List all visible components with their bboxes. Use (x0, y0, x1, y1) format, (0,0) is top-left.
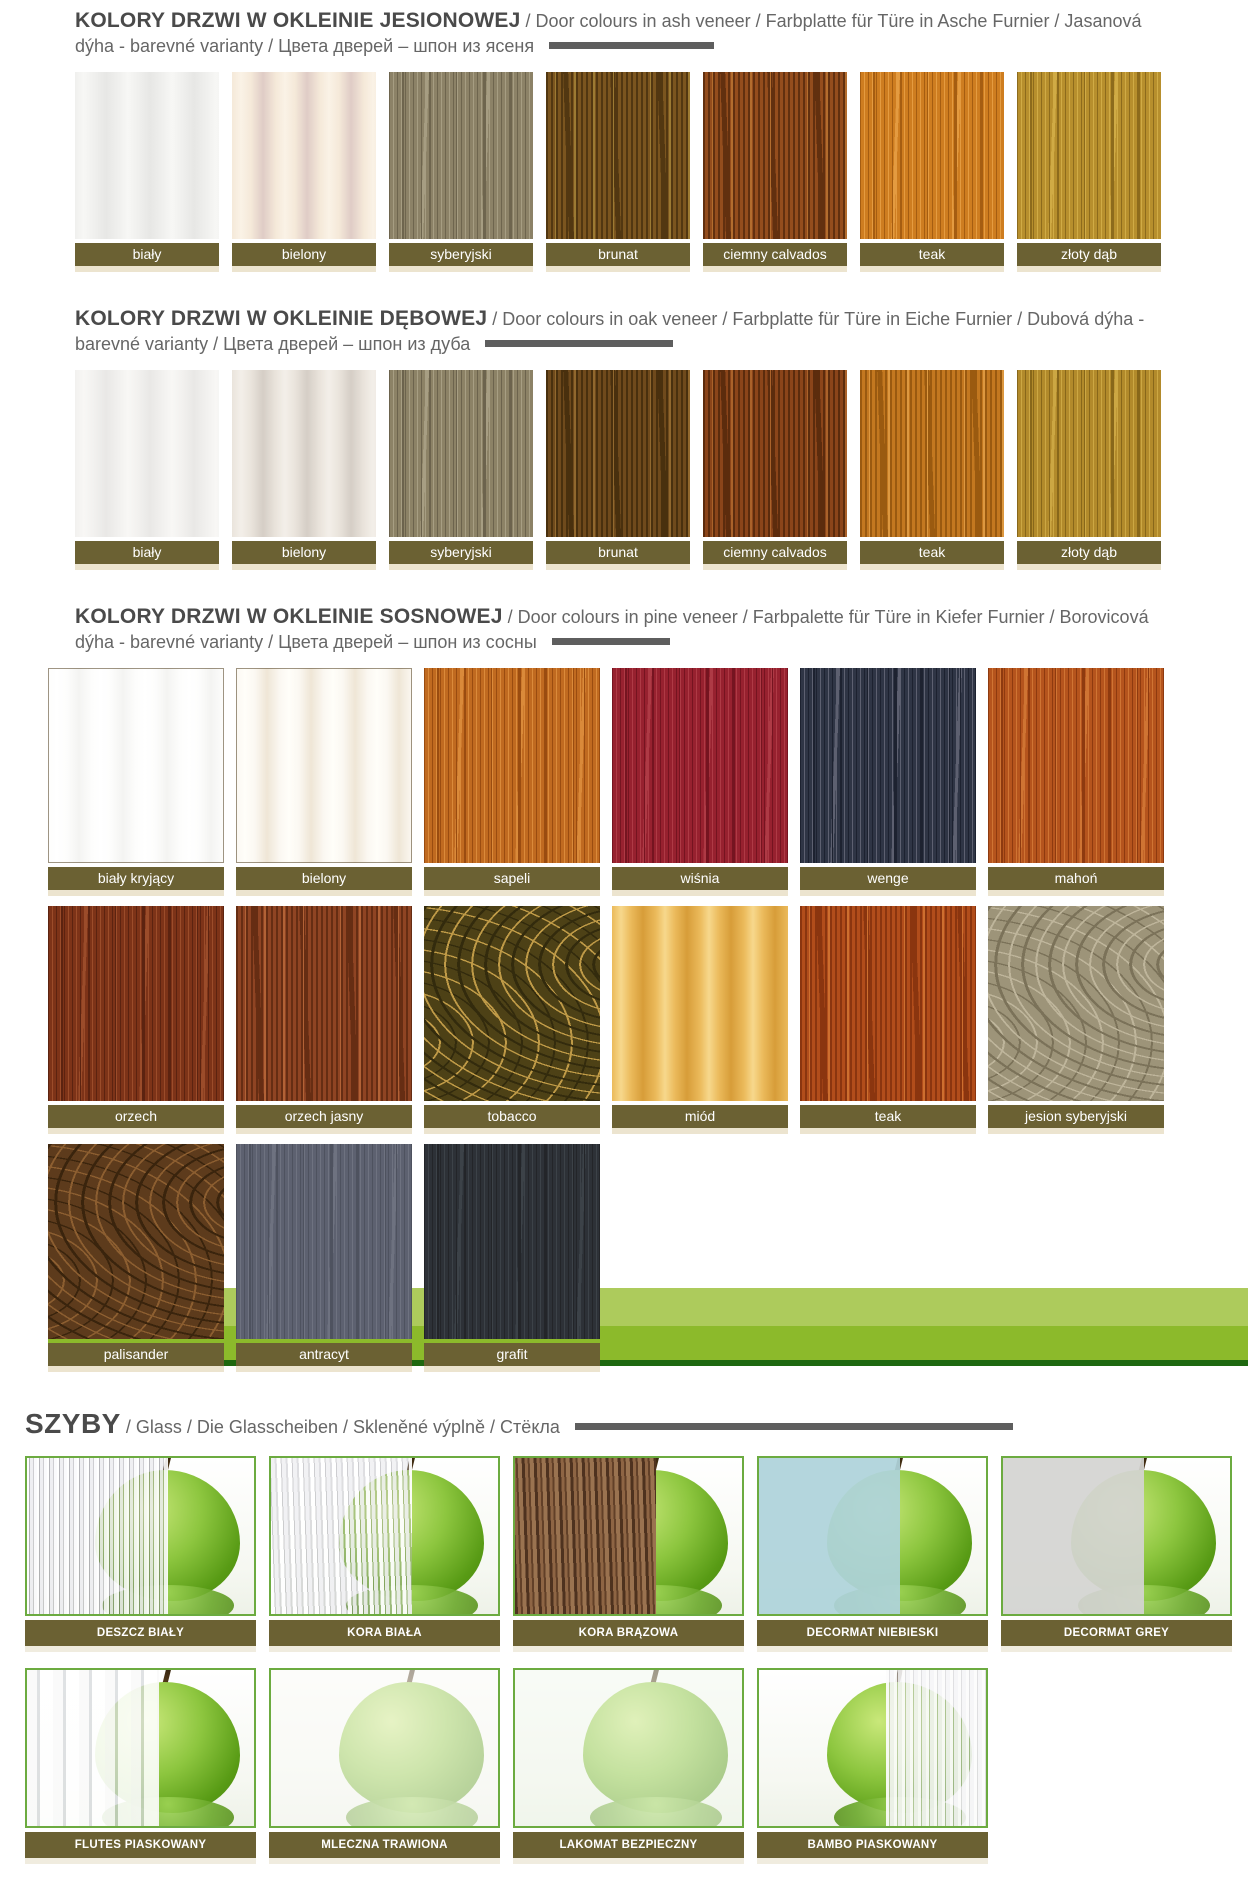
glass-label (513, 1832, 744, 1858)
wood-swatch (232, 370, 376, 537)
section-ash-title-bold: KOLORY DRZWI W OKLEINIE JESIONOWEJ (75, 9, 521, 32)
wood-swatch-label (48, 1343, 224, 1366)
glass-pane-overlay (759, 1458, 900, 1614)
glass-column (269, 1456, 500, 1646)
wood-swatch (236, 668, 412, 863)
wood-swatch-label (389, 243, 533, 266)
glass-column (757, 1456, 988, 1646)
wood-swatch-label-text: biały kryjący (97, 869, 175, 886)
section-ash-title (75, 8, 1178, 58)
wood-swatch-label (236, 1343, 412, 1366)
wood-swatch-column (389, 370, 533, 564)
glass-label-text: KORA BRĄZOWA (578, 1626, 679, 1639)
wood-swatch (48, 1144, 224, 1339)
wood-swatch-label-text: brunat (598, 245, 638, 262)
glass-pane-overlay (515, 1670, 742, 1826)
wood-swatch (860, 370, 1004, 537)
wood-swatch-column (424, 906, 600, 1128)
wood-swatch-label-text: teak (874, 1107, 902, 1124)
wood-swatch-label (988, 867, 1164, 890)
glass-label (25, 1620, 256, 1646)
wood-swatch-label (988, 1105, 1164, 1128)
wood-swatch (424, 906, 600, 1101)
wood-swatch-label-text: sapeli (493, 869, 531, 886)
wood-swatch (546, 370, 690, 537)
wood-swatch-label-text: palisander (103, 1345, 169, 1362)
wood-swatch-label-text: bielony (281, 543, 327, 560)
glass-pane-overlay (27, 1458, 168, 1614)
pine-swatch-row-1 (48, 668, 1248, 890)
wood-swatch-label (860, 243, 1004, 266)
wood-swatch-column (48, 1144, 224, 1366)
wood-swatch (703, 72, 847, 239)
wood-swatch (389, 72, 533, 239)
wood-swatch (612, 668, 788, 863)
wood-swatch-column (75, 370, 219, 564)
wood-swatch (48, 668, 224, 863)
wood-swatch (424, 668, 600, 863)
wood-swatch-column (389, 72, 533, 266)
wood-swatch-label-text: teak (918, 543, 946, 560)
section-oak (0, 306, 1248, 564)
wood-swatch-label (48, 867, 224, 890)
wood-swatch (236, 1144, 412, 1339)
glass-label (269, 1832, 500, 1858)
wood-swatch-label (1017, 541, 1161, 564)
section-oak-title-rest: / Door colours in oak veneer / Farbplatte für Türe in Eiche Furnier / Dubová dýha - barevné varianty / Цвета дверей – шпон из дуба (75, 308, 1145, 354)
wood-swatch-column (860, 370, 1004, 564)
glass-label-text: DECORMAT GREY (1063, 1626, 1170, 1639)
glass-sample (513, 1456, 744, 1616)
wood-swatch-column (860, 72, 1004, 266)
wood-swatch-label (424, 1105, 600, 1128)
section-glass-title-rest: / Glass / Die Glasscheiben / Skleněné výplně / Стёкла (125, 1416, 560, 1437)
wood-swatch-column (75, 72, 219, 266)
glass-row-1 (25, 1456, 1248, 1646)
wood-swatch-label-text: wenge (867, 869, 909, 886)
glass-label-text: DESZCZ BIAŁY (96, 1626, 185, 1639)
wood-swatch-label (389, 541, 533, 564)
glass-column (1001, 1456, 1232, 1646)
section-glass-title-bold: SZYBY (25, 1407, 121, 1439)
wood-swatch-label-text: biały (132, 245, 162, 262)
wood-swatch-label (1017, 243, 1161, 266)
wood-swatch-label (612, 867, 788, 890)
section-ash (0, 8, 1248, 266)
wood-swatch-label (612, 1105, 788, 1128)
wood-swatch-label-text: tobacco (487, 1107, 537, 1124)
glass-label-text: MLECZNA TRAWIONA (321, 1838, 448, 1851)
glass-pane-overlay (886, 1670, 986, 1826)
wood-swatch-label (232, 243, 376, 266)
title-rule (485, 340, 673, 347)
glass-column (513, 1456, 744, 1646)
ash-swatch-row (75, 72, 1248, 266)
glass-pane-overlay (271, 1670, 498, 1826)
glass-label (513, 1620, 744, 1646)
wood-swatch-label-text: wiśnia (680, 869, 720, 886)
pine-swatch-row-2 (48, 906, 1248, 1128)
wood-swatch (232, 72, 376, 239)
glass-label (757, 1832, 988, 1858)
wood-swatch (546, 72, 690, 239)
wood-swatch-column (612, 668, 788, 890)
wood-swatch (800, 906, 976, 1101)
glass-sample (757, 1668, 988, 1828)
wood-swatch-column (703, 72, 847, 266)
wood-swatch-label-text: złoty dąb (1060, 543, 1118, 560)
wood-swatch-label (860, 541, 1004, 564)
wood-swatch-column (546, 72, 690, 266)
glass-label-text: FLUTES PIASKOWANY (74, 1838, 207, 1851)
wood-swatch-column (800, 906, 976, 1128)
wood-swatch-label-text: jesion syberyjski (1025, 1107, 1127, 1124)
glass-label (269, 1620, 500, 1646)
wood-swatch (389, 370, 533, 537)
wood-swatch-column (48, 668, 224, 890)
glass-column (269, 1668, 500, 1858)
pine-swatch-row-3 (48, 1144, 1248, 1366)
wood-swatch-label-text: syberyjski (430, 543, 492, 560)
wood-swatch-column (1017, 72, 1161, 266)
glass-column (757, 1668, 988, 1858)
wood-swatch-label (703, 243, 847, 266)
glass-label-text: KORA BIAŁA (347, 1626, 422, 1639)
wood-swatch (75, 370, 219, 537)
glass-label-text: LAKOMAT BEZPIECZNY (559, 1838, 698, 1851)
pine-swatch-row-3-wrap (0, 1144, 1248, 1366)
section-pine-title-bold: KOLORY DRZWI W OKLEINIE SOSNOWEJ (75, 604, 503, 628)
wood-swatch-label-text: teak (918, 245, 946, 262)
wood-swatch-column (424, 668, 600, 890)
wood-swatch-label (424, 1343, 600, 1366)
wood-swatch (48, 906, 224, 1101)
glass-row-2 (25, 1668, 1248, 1858)
wood-swatch-label-text: złoty dąb (1060, 245, 1118, 262)
wood-swatch-column (703, 370, 847, 564)
glass-sample (269, 1456, 500, 1616)
title-rule (575, 1423, 1013, 1430)
wood-swatch-label (546, 243, 690, 266)
wood-swatch (1017, 72, 1161, 239)
wood-swatch (988, 668, 1164, 863)
title-rule (552, 638, 670, 645)
wood-swatch (424, 1144, 600, 1339)
glass-sample (25, 1456, 256, 1616)
glass-sample (513, 1668, 744, 1828)
wood-swatch-label (424, 867, 600, 890)
wood-swatch-label-text: syberyjski (430, 245, 492, 262)
wood-swatch-column (988, 906, 1164, 1128)
section-pine-title-rest: / Door colours in pine veneer / Farbpalette für Türe in Kiefer Furnier / Borovicová dýha - barevné varianty / Цвета дверей – шпон из сосны (75, 606, 1149, 652)
wood-swatch (800, 668, 976, 863)
glass-pane-overlay (1003, 1458, 1144, 1614)
glass-sample (757, 1456, 988, 1616)
wood-swatch-label-text: antracyt (299, 1345, 349, 1362)
glass-label (757, 1620, 988, 1646)
wood-swatch-column (236, 668, 412, 890)
title-rule (549, 42, 714, 49)
wood-swatch-column (48, 906, 224, 1128)
glass-pane-overlay (271, 1458, 412, 1614)
oak-swatch-row (75, 370, 1248, 564)
wood-swatch-label-text: brunat (598, 543, 638, 560)
wood-swatch-column (232, 370, 376, 564)
wood-swatch (988, 906, 1164, 1101)
wood-swatch-label-text: grafit (496, 1345, 528, 1362)
wood-swatch-label-text: bielony (301, 869, 347, 886)
section-pine-title (75, 604, 1178, 654)
wood-swatch-column (236, 1144, 412, 1366)
glass-sample (1001, 1456, 1232, 1616)
wood-swatch-label (236, 867, 412, 890)
wood-swatch-label (800, 1105, 976, 1128)
wood-swatch-column (612, 906, 788, 1128)
wood-swatch-label (546, 541, 690, 564)
wood-swatch-column (232, 72, 376, 266)
wood-swatch (612, 906, 788, 1101)
wood-swatch (1017, 370, 1161, 537)
wood-swatch-column (800, 668, 976, 890)
section-pine (0, 604, 1248, 1366)
wood-swatch-label-text: biały (132, 543, 162, 560)
wood-swatch (75, 72, 219, 239)
glass-column (513, 1668, 744, 1858)
glass-label-text: BAMBO PIASKOWANY (807, 1838, 938, 1851)
wood-swatch-label (75, 243, 219, 266)
glass-pane-overlay (515, 1458, 656, 1614)
wood-swatch-column (988, 668, 1164, 890)
wood-swatch-label-text: mahoń (1054, 869, 1098, 886)
wood-swatch-label-text: ciemny calvados (723, 543, 827, 560)
wood-swatch-label (75, 541, 219, 564)
wood-swatch-label (232, 541, 376, 564)
section-ash-title-rest: / Door colours in ash veneer / Farbplatte für Türe in Asche Furnier / Jasanová dýha - barevné varianty / Цвета дверей – шпон из ясеня (75, 11, 1142, 56)
wood-swatch-label (236, 1105, 412, 1128)
wood-swatch-label (800, 867, 976, 890)
glass-column (25, 1456, 256, 1646)
wood-swatch (860, 72, 1004, 239)
wood-swatch-label-text: orzech (114, 1107, 158, 1124)
wood-swatch-column (424, 1144, 600, 1366)
wood-swatch (236, 906, 412, 1101)
wood-swatch-label-text: miód (684, 1107, 716, 1124)
section-glass-title (25, 1406, 1218, 1442)
wood-swatch-column (1017, 370, 1161, 564)
section-oak-title-bold: KOLORY DRZWI W OKLEINIE DĘBOWEJ (75, 306, 488, 330)
section-glass (0, 1406, 1248, 1858)
glass-sample (269, 1668, 500, 1828)
wood-swatch (703, 370, 847, 537)
wood-swatch-label (48, 1105, 224, 1128)
glass-pane-overlay (27, 1670, 159, 1826)
glass-label (25, 1832, 256, 1858)
wood-swatch-column (546, 370, 690, 564)
glass-sample (25, 1668, 256, 1828)
glass-label (1001, 1620, 1232, 1646)
wood-swatch-label-text: ciemny calvados (723, 245, 827, 262)
wood-swatch-label (703, 541, 847, 564)
glass-column (25, 1668, 256, 1858)
wood-swatch-label-text: bielony (281, 245, 327, 262)
section-oak-title (75, 306, 1178, 356)
wood-swatch-label-text: orzech jasny (284, 1107, 364, 1124)
wood-swatch-column (236, 906, 412, 1128)
glass-label-text: DECORMAT NIEBIESKI (806, 1626, 939, 1639)
